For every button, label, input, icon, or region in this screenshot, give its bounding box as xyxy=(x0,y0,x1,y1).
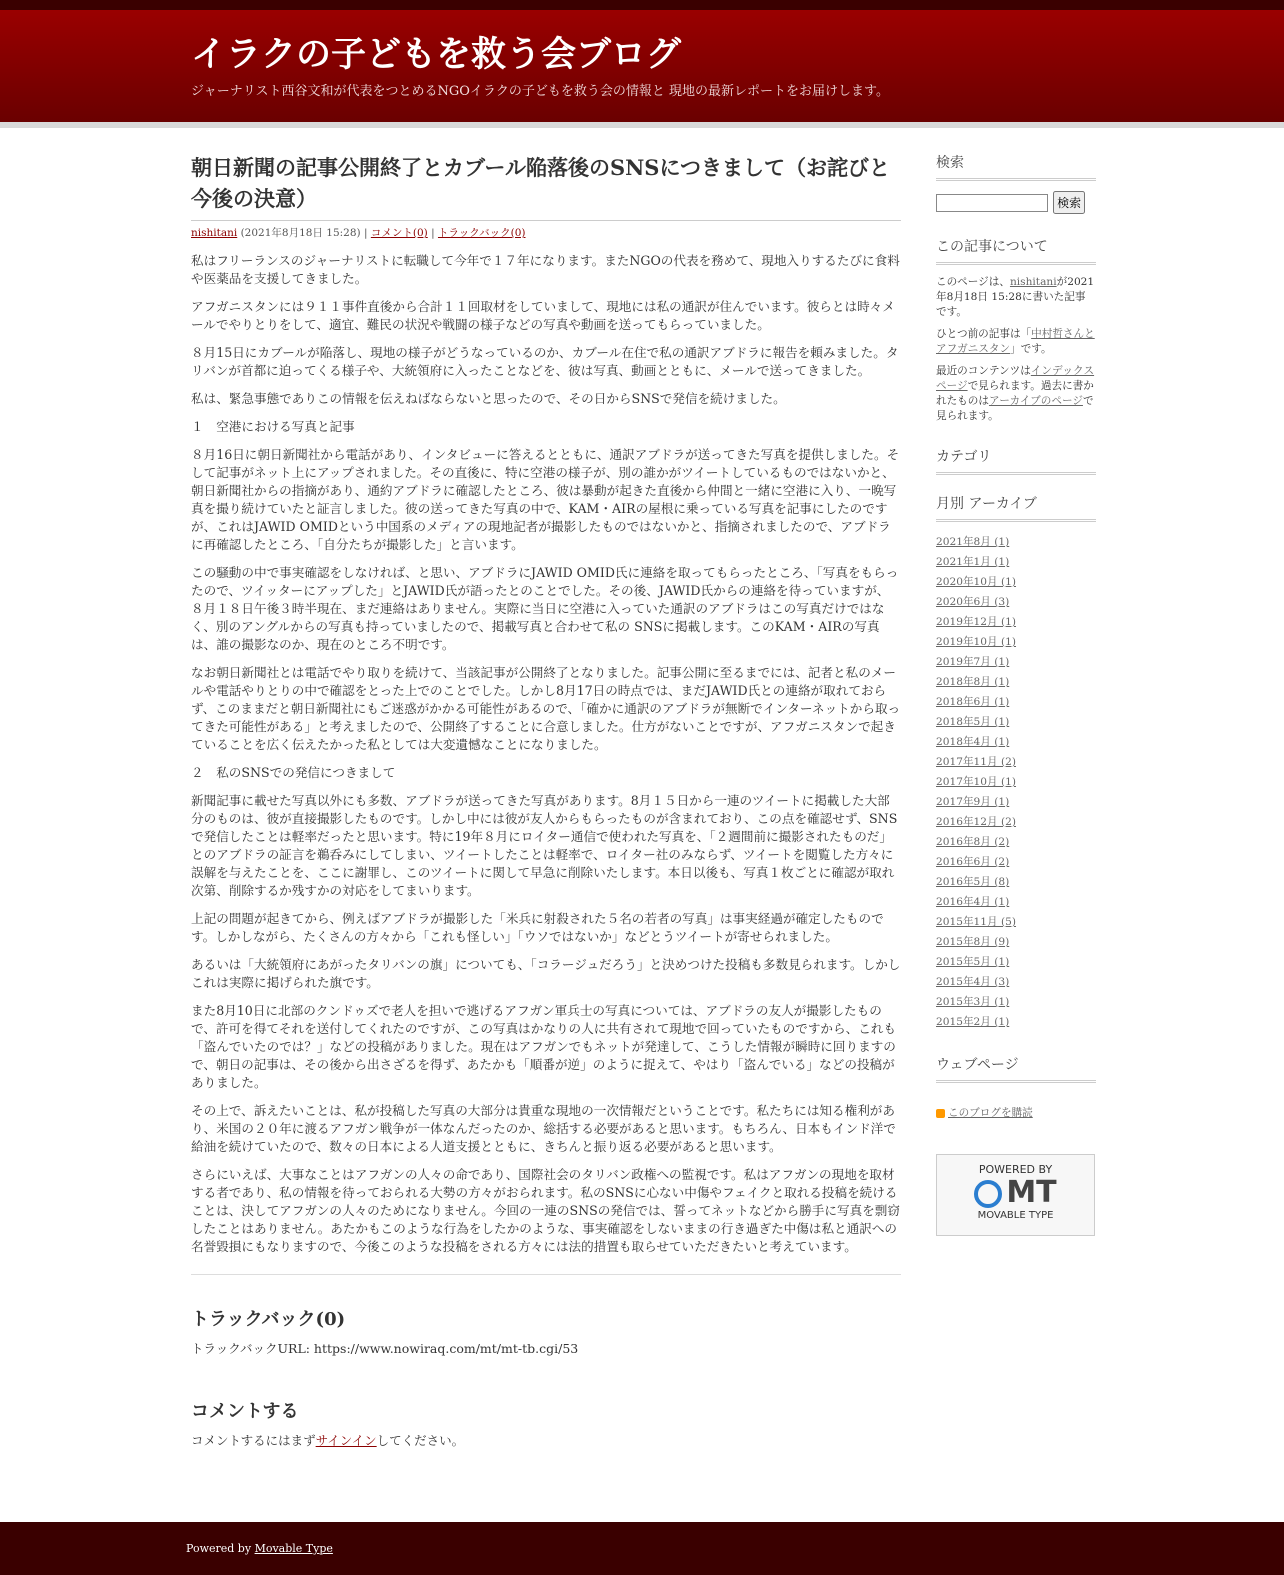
powered-by-mt-badge[interactable] xyxy=(936,1154,1095,1236)
archive-item xyxy=(936,832,1096,852)
search-widget xyxy=(936,152,1096,214)
recent-content-text xyxy=(936,364,1096,424)
index-page-link[interactable]: インデックスページ xyxy=(936,365,1095,392)
post-paragraph: 私は、緊急事態でありこの情報を伝えねばならないと思ったので、その日からSNSで発信を続けました。 xyxy=(191,391,786,406)
archive-link[interactable]: 2020年10月 (1) xyxy=(936,576,1017,588)
post-paragraph: ８月15日にカブールが陥落し、現地の様子がどうなっているのか、カブール在住で私の通訳アブドラに報告を頼みました。タリバンが首都に迫ってくる様子や、大統領府に入ったことなどを、彼は写真、動画とともに、メールで送ってきました。 xyxy=(191,345,899,378)
post-title: 朝日新聞の記事公開終了とカブール陥落後のSNSにつきまして（お詫びと今後の決意） xyxy=(191,152,901,221)
author-link[interactable]: nishitani xyxy=(191,227,238,239)
archive-link[interactable]: 2017年11月 (2) xyxy=(936,756,1017,768)
main-content xyxy=(191,152,901,1449)
search-button[interactable]: 検索 xyxy=(1053,191,1085,214)
trackback-title: トラックバック(0) xyxy=(191,1309,346,1330)
archive-item xyxy=(936,592,1096,612)
archive-item xyxy=(936,712,1096,732)
post-date: (2021年8月18日 15:28) xyxy=(240,227,361,239)
search-title: 検索 xyxy=(936,152,1096,181)
archive-item xyxy=(936,752,1096,772)
archive-item xyxy=(936,872,1096,892)
post-paragraph: さらにいえば、大事なことはアフガンの人々の命であり、国際社会のタリバン政権への監視です。私はアフガンの現地を取材する者であり、私の情報を待っておられる大勢の方々がおられます。私のSNSに心ない中傷やフェイクと取れる投稿を続けることは、決してアフガンの人々のためになりません。今回の一連のSNSの発信では、誓ってネットなどから勝手に写真を剽窃したことはありません。あたかもこのような行為をしたかのような、事実確認をしないままの行き過ぎた中傷は私と通訳への名誉毀損にもなりますので、今後このような投稿をされる方々には法的措置も取らせていただきたいと考えています。 xyxy=(191,1167,900,1254)
archive-link[interactable]: 2015年11月 (5) xyxy=(936,916,1017,928)
trackback-link[interactable]: トラックバック(0) xyxy=(437,227,526,239)
post-section-heading: ２ 私のSNSでの発信につきまして xyxy=(191,765,396,780)
post-paragraph: アフガニスタンには９１１事件直後から合計１１回取材をしていまして、現地には私の通訳が住んでいます。彼らとは時々メールでやりとりをして、適宜、難民の状況や戦闘の様子などの写真や動画を送ってもらっていました。 xyxy=(191,299,895,332)
archive-item xyxy=(936,1012,1096,1032)
movable-type-label: MOVABLE TYPE xyxy=(977,1210,1054,1221)
footer-mt-link[interactable]: Movable Type xyxy=(254,1542,333,1555)
byline-separator: | xyxy=(360,227,371,239)
archive-item xyxy=(936,912,1096,932)
archive-link[interactable]: 2016年5月 (8) xyxy=(936,876,1010,888)
post-byline xyxy=(191,225,901,240)
powered-by-label: POWERED BY xyxy=(978,1163,1053,1176)
archive-link[interactable]: 2016年12月 (2) xyxy=(936,816,1017,828)
archive-item xyxy=(936,692,1096,712)
about-text-part: このページは、 xyxy=(936,276,1010,288)
rss-icon xyxy=(936,1109,945,1118)
archive-item xyxy=(936,792,1096,812)
archive-link[interactable]: 2018年4月 (1) xyxy=(936,736,1010,748)
archive-item xyxy=(936,552,1096,572)
archive-item xyxy=(936,932,1096,952)
footer-powered-text: Powered by xyxy=(186,1542,255,1555)
post-paragraph: その上で、訴えたいことは、私が投稿した写真の大部分は貴重な現地の一次情報だということです。私たちには知る権利があり、米国の２０年に渡るアフガン戦争が一体なんだったのか、総括する必要があると思います。もちろん、日本もインド洋で給油を続けていたので、数々の日本による人道支援とともに、きちんと振り返る必要があると思います。 xyxy=(191,1103,896,1154)
archive-widget xyxy=(936,493,1096,1032)
subscribe-feed xyxy=(936,1105,1096,1120)
archive-link[interactable]: 2015年5月 (1) xyxy=(936,956,1010,968)
comment-text: してください。 xyxy=(376,1433,465,1448)
mt-ring-icon xyxy=(974,1180,1002,1208)
top-bar xyxy=(0,0,1284,10)
about-widget xyxy=(936,236,1096,424)
previous-entry-text xyxy=(936,327,1096,357)
archive-link[interactable]: 2016年8月 (2) xyxy=(936,836,1010,848)
archive-link[interactable]: 2021年8月 (1) xyxy=(936,536,1010,548)
archive-link[interactable]: 2016年6月 (2) xyxy=(936,856,1010,868)
comment-text: コメントするにはまず xyxy=(191,1433,316,1448)
archive-title: 月別 アーカイブ xyxy=(936,493,1096,522)
archive-item xyxy=(936,612,1096,632)
archive-link[interactable]: 2015年4月 (3) xyxy=(936,976,1010,988)
post-paragraph: この騒動の中で事実確認をしなければ、と思い、アブドラにJAWID OMID氏に連絡を取ってもらったところ、「写真をもらったので、ツイッターにアップした」とJAWID氏が語ったとのことでした。その後、JAWID氏からの連絡を待っていますが、８月１８日午後３時半現在、まだ連絡はありません。実際に当日に空港に入っていた通訳のアブドラはこの写真だけではなく、別のアングルからの写真も持っていましたので、掲載写真と合わせて私の SNSに掲載します。このKAM・AIRの写真は、誰の撮影なのか、現在のところ不明です。 xyxy=(191,565,899,652)
archive-item xyxy=(936,652,1096,672)
blog-title[interactable]: イラクの子どもを救う会ブログ xyxy=(191,34,682,75)
archive-item xyxy=(936,572,1096,592)
post-paragraph: 私はフリーランスのジャーナリストに転職して今年で１７年になります。またNGOの代表を務めて、現地入りするたびに食料や医薬品を支援してきました。 xyxy=(191,253,900,286)
sidebar xyxy=(936,152,1096,1258)
archive-link[interactable]: 2015年8月 (9) xyxy=(936,936,1010,948)
post-paragraph: あるいは「大統領府にあがったタリバンの旗」についても、「コラージュだろう」と決めつけた投稿も多数見られます。しかしこれは実際に掲げられた旗です。 xyxy=(191,957,901,990)
post-paragraph: 上記の問題が起きてから、例えばアブドラが撮影した「米兵に射殺された５名の若者の写真」は事実経過が確定したものです。しかしながら、たくさんの方々から「これも怪しい」「ウソではないか」などとうツイートが寄せられました。 xyxy=(191,911,884,944)
post-body xyxy=(191,252,901,1256)
search-input[interactable] xyxy=(936,194,1048,212)
archive-link[interactable]: 2015年3月 (1) xyxy=(936,996,1010,1008)
webpage-widget xyxy=(936,1054,1096,1236)
archive-link[interactable]: 2018年8月 (1) xyxy=(936,676,1010,688)
archive-list xyxy=(936,532,1096,1032)
trackback-url: トラックバックURL: https://www.nowiraq.com/mt/mt-tb.cgi/53 xyxy=(191,1341,579,1356)
about-text-part: で見られます。過去に書かれたものは xyxy=(936,380,1094,407)
archive-item xyxy=(936,772,1096,792)
signin-link[interactable]: サインイン xyxy=(315,1433,377,1448)
archive-item xyxy=(936,672,1096,692)
archive-item xyxy=(936,732,1096,752)
category-widget xyxy=(936,446,1096,475)
comment-title: コメントする xyxy=(191,1401,299,1422)
archive-item xyxy=(936,632,1096,652)
about-text-part: 」です。 xyxy=(1010,343,1052,355)
webpage-title: ウェブページ xyxy=(936,1054,1096,1083)
about-text xyxy=(936,275,1096,320)
archive-page-link[interactable]: アーカイブのページ xyxy=(988,395,1083,407)
archive-link[interactable]: 2018年6月 (1) xyxy=(936,696,1010,708)
archive-item xyxy=(936,972,1096,992)
archive-link[interactable]: 2017年9月 (1) xyxy=(936,796,1010,808)
archive-link[interactable]: 2019年7月 (1) xyxy=(936,656,1010,668)
archive-link[interactable]: 2016年4月 (1) xyxy=(936,896,1010,908)
about-title: この記事について xyxy=(936,236,1096,265)
mt-logo xyxy=(937,1176,1094,1210)
archive-item xyxy=(936,992,1096,1012)
archive-link[interactable]: 2020年6月 (3) xyxy=(936,596,1010,608)
archive-link[interactable]: 2017年10月 (1) xyxy=(936,776,1017,788)
archive-item xyxy=(936,892,1096,912)
subscribe-link[interactable]: このブログを購読 xyxy=(948,1107,1033,1119)
comment-signin-notice xyxy=(191,1431,901,1449)
archive-link[interactable]: 2019年12月 (1) xyxy=(936,616,1017,628)
archive-item xyxy=(936,852,1096,872)
archive-link[interactable]: 2015年2月 (1) xyxy=(936,1016,1010,1028)
byline-separator: | xyxy=(427,227,438,239)
about-text-part: ひとつ前の記事は「 xyxy=(936,328,1032,340)
blog-description: ジャーナリスト西谷文和が代表をつとめるNGOイラクの子どもを救う会の情報と 現地の最新レポートをお届けします。 xyxy=(191,84,889,99)
post-paragraph: なお朝日新聞社とは電話でやり取りを続けて、当該記事が公開終了となりました。記事公開に至るまでには、記者と私のメールや電話やりとりの中で確認をとった上でのことでした。しかし8月17日の時点では、まだJAWID氏との連絡が取れておらず、このままだと朝日新聞社にもご迷惑がかかる可能性があるので、「確かに通訳のアブドラが無断でインターネットから取ってきた可能性がある」と考えましたので、公開終了することに合意しました。仕方がないことですが、アフガニスタンで起きていることを広く伝えたかった私としては大変遺憾なことになりました。 xyxy=(191,665,901,752)
category-title: カテゴリ xyxy=(936,446,1096,475)
archive-item xyxy=(936,812,1096,832)
post-divider xyxy=(191,1274,901,1275)
archive-link[interactable]: 2021年1月 (1) xyxy=(936,556,1010,568)
about-author-link[interactable]: nishitani xyxy=(1009,276,1057,288)
comments-link[interactable]: コメント(0) xyxy=(370,227,428,239)
post-section-heading: １ 空港における写真と記事 xyxy=(191,419,355,434)
archive-link[interactable]: 2018年5月 (1) xyxy=(936,716,1010,728)
about-text-part: 最近のコンテンツは xyxy=(936,365,1031,377)
post-paragraph: また8月10日に北部のクンドゥズで老人を担いで逃げるアフガン軍兵士の写真については、アブドラの友人が撮影したもので、許可を得てそれを送付してくれたのですが、この写真はかなりの人に共有されて現地で回っていたものですから、これも「盗んでいたのでは？」などの投稿がありました。現在はアフガンでもネットが発達して、こうした情報が瞬時に回りますので、朝日の記事は、その後から出さざるを得ず、あたかも「順番が逆」のように捉えて、やはり「盗んでいる」などの投稿がありました。 xyxy=(191,1003,896,1090)
about-text-part: で見られます。 xyxy=(936,395,1094,422)
site-header xyxy=(0,10,1284,128)
archive-item xyxy=(936,532,1096,552)
post-paragraph: ８月16日に朝日新聞社から電話があり、インタビューに答えるとともに、通訳アブドラが送ってきた写真を提供しました。そして記事がネット上にアップされました。その直後に、特に空港の様子が、別の誰かがツイートしているものではないかと、朝日新聞社からの指摘があり、通約アブドラに確認したところ、彼は暴動が起きた直後から仲間と一緒に空港に入り、一晩写真を撮り続けていたと証言しました。彼の送ってきた写真の中で、KAM・AIRの屋根に乗っている写真を記事にしたのですが、これはJAWID OMIDという中国系のメディアの現地記者が撮影したものではないかと、指摘されましたので、アブドラに再確認したところ、「自分たちが撮影した」と言います。 xyxy=(191,447,900,552)
archive-item xyxy=(936,952,1096,972)
previous-entry-link[interactable]: 中村哲さんとアフガニスタン xyxy=(936,328,1095,355)
archive-link[interactable]: 2019年10月 (1) xyxy=(936,636,1017,648)
mt-logo-text: MT xyxy=(1006,1175,1057,1210)
site-footer xyxy=(0,1522,1284,1575)
post-paragraph: 新聞記事に載せた写真以外にも多数、アブドラが送ってきた写真があります。8月１５日から一連のツイートに掲載した大部分のものは、彼が直接撮影したものです。しかし中には彼が友人からもらったものが含まれており、この点を確認せず、SNSで発信したことは軽率だったと思います。特に19年８月にロイター通信で使われた写真を、「２週間前に撮影されたものだ」とのアブドラの証言を鵜呑みにしてしまい、ツイートしたことは軽率で、ロイター社のみならず、ツイートを閲覧した方々に誤解を与えたことを、ここに謝罪し、このツイートに関して早急に削除いたします。本日以後も、写真１枚ごとに確認が取れ次第、削除するか残すかの対応をしてまいります。 xyxy=(191,793,898,898)
about-text-part: が2021年8月18日 15:28に書いた記事です。 xyxy=(936,276,1095,318)
